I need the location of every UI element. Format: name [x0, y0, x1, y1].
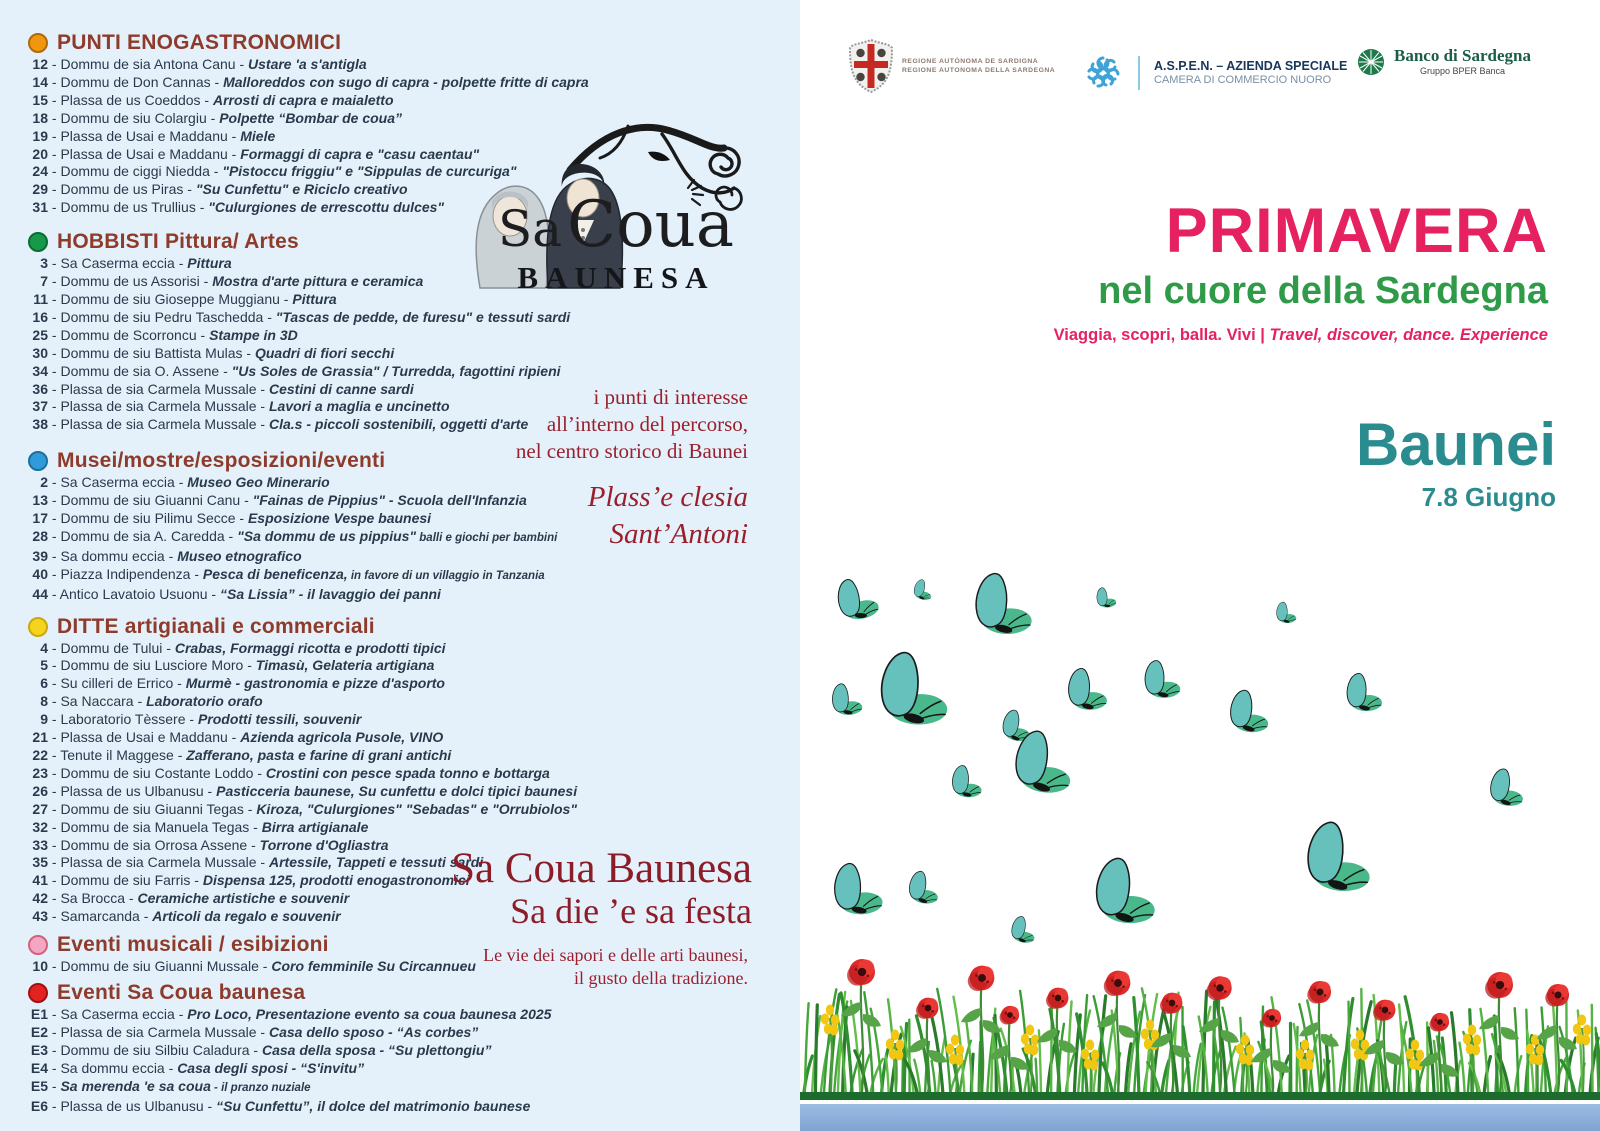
item-description: Dispensa 125, prodotti enogastronomici — [202, 872, 470, 889]
list-item: 25 - Dommu de Scorroncu - Stampe in 3D — [28, 327, 558, 345]
item-description: "Pistoccu friggiu" e "Sippulas de curcuriga" — [222, 163, 517, 180]
list-item: 4 - Dommu de Tului - Crabas, Formaggi ricotta e prodotti tipici — [28, 640, 558, 658]
item-number: E1 — [30, 1005, 48, 1022]
item-place: Sa Naccara — [60, 693, 134, 710]
item-place: Dommu de Scorroncu — [60, 326, 197, 343]
item-description: Coro femminile Su Circannueu — [271, 958, 476, 975]
section-eventi — [28, 980, 558, 1115]
item-number: 20 — [32, 145, 48, 162]
item-description: Cestini di canne sardi — [269, 380, 414, 397]
butterfly-icon — [880, 651, 947, 726]
banco-line2: Gruppo BPER Banca — [1419, 66, 1506, 76]
item-number: 8 — [40, 693, 48, 710]
item-number: 18 — [32, 109, 48, 126]
list-item: 32 - Dommu de sia Manuela Tegas - Birra artigianale — [28, 819, 558, 837]
item-description: Miele — [240, 127, 276, 144]
item-number: 27 — [32, 800, 48, 817]
item-place: Dommu de siu Farris — [60, 872, 191, 889]
grass-flowers-illustration — [800, 940, 1600, 1105]
item-description: Artessile, Tappeti e tessuti sardi — [269, 854, 484, 871]
butterfly-icon — [1095, 586, 1117, 610]
interest-note-line: all’interno del percorso, — [546, 412, 748, 436]
item-description: Timasù, Gelateria artigiana — [255, 657, 435, 674]
item-number: 32 — [32, 818, 48, 835]
item-number: 42 — [32, 890, 48, 907]
item-number: 39 — [32, 547, 48, 564]
item-description: Museo etnografico — [177, 547, 302, 564]
item-description: Pittura — [187, 255, 232, 272]
butterfly-icon — [1276, 601, 1297, 624]
item-place: Plassa de Usai e Maddanu — [60, 145, 228, 162]
aspen-line1: A.S.P.E.N. – AZIENDA SPECIALE — [1154, 59, 1348, 73]
list-item: 22 - Tenute il Maggese - Zafferano, pasta e farine di grani antichi — [28, 747, 558, 765]
sa-coua-baunesa-logo — [452, 92, 752, 307]
grass-blade — [1349, 1002, 1350, 1098]
item-place: Plassa de us Ulbanusu — [60, 1097, 204, 1114]
list-item: 13 - Dommu de siu Giuanni Canu - "Fainas de Pippius" - Scuola dell'Infanzia — [28, 492, 558, 510]
item-description: Torrone d'Ogliastra — [259, 836, 389, 853]
section-title: HOBBISTI Pittura/ Artes — [57, 230, 299, 254]
item-description: Ceramiche artistiche e souvenir — [137, 890, 350, 907]
list-item: 7 - Dommu de us Assorisi - Mostra d'arte pittura e ceramica — [28, 273, 558, 291]
event-subtitle-line: Le vie dei sapori e delle arti baunesi, — [483, 945, 748, 965]
list-item: 39 - Sa dommu eccia - Museo etnografico — [28, 548, 558, 566]
grass-blade — [815, 1005, 817, 1098]
section-title: DITTE artigianali e commerciali — [57, 614, 375, 638]
item-place: Dommu de ciggi Niedda — [60, 163, 210, 180]
bullet-eventi-icon — [28, 983, 48, 1003]
grass-blade — [1452, 1013, 1459, 1098]
list-item: 18 - Dommu de siu Colargiu - Polpette “Bombar de coua” — [28, 110, 558, 128]
list-item: 35 - Plassa de sia Carmela Mussale - Artessile, Tappeti e tessuti sardi — [28, 854, 558, 872]
item-number: 5 — [40, 657, 48, 674]
item-place: Dommu de siu Silbiu Caladura — [60, 1041, 250, 1058]
list-item: 43 - Samarcanda - Articoli da regalo e souvenir — [28, 908, 558, 926]
list-item: 24 - Dommu de ciggi Niedda - "Pistoccu friggiu" e "Sippulas de curcuriga" — [28, 163, 558, 181]
item-place: Sa Caserma eccia — [60, 474, 175, 491]
list-item: E5 - Sa merenda 'e sa coua - il pranzo nuziale — [28, 1078, 558, 1098]
item-description: Malloreddos con sugo di capra - polpette fritte di capra — [223, 73, 589, 90]
item-number: 13 — [32, 492, 48, 509]
grass-baseline — [800, 1092, 1600, 1100]
butterfly-icon — [952, 765, 982, 799]
item-description: Formaggi di capra e "casu caentau" — [240, 145, 480, 162]
tagline-separator: | — [1260, 326, 1265, 344]
list-item: E3 - Dommu de siu Silbiu Caladura - Casa della sposa - “Su plettongiu” — [28, 1042, 558, 1060]
item-number: 22 — [32, 747, 48, 763]
item-number: 14 — [32, 73, 48, 90]
item-number: 19 — [32, 127, 48, 144]
butterfly-icon — [1490, 768, 1525, 807]
item-place: Plassa de us Coeddos — [60, 91, 201, 108]
item-place: Dommu de sia A. Caredda — [60, 527, 225, 544]
item-description: Museo Geo Minerario — [187, 474, 330, 491]
item-number: 35 — [32, 854, 48, 871]
item-place: Plassa de sia Carmela Mussale — [60, 854, 257, 871]
event-subtitle-line: il gusto della tradizione. — [574, 968, 748, 988]
item-number: 9 — [40, 711, 48, 728]
item-description: Birra artigianale — [261, 818, 369, 835]
list-item: 34 - Dommu de sia O. Assene - "Us Soles de Grassia" / Turredda, fagottini ripieni — [28, 363, 558, 381]
section-title: Musei/mostre/esposizioni/eventi — [57, 449, 386, 473]
item-number: E5 — [30, 1077, 48, 1094]
butterfly-icon — [1346, 672, 1383, 713]
item-place: Dommu de siu Gioseppe Muggianu — [60, 290, 280, 307]
item-number: 16 — [32, 308, 48, 325]
item-number: 21 — [32, 729, 48, 746]
bullet-hobbisti-icon — [28, 232, 48, 252]
item-number: E2 — [30, 1023, 48, 1040]
list-item: 44 - Antico Lavatoio Usuonu - “Sa Lissia” - il lavaggio dei panni — [28, 586, 558, 604]
item-number: 17 — [32, 510, 48, 527]
list-item: 3 - Sa Caserma eccia - Pittura — [28, 255, 558, 273]
item-number: 10 — [32, 958, 48, 975]
item-place: Dommu de siu Pilimu Secce — [60, 510, 236, 527]
butterfly-icon — [832, 860, 884, 917]
list-item: 33 - Dommu de sia Orrosa Assene - Torrone d'Ogliastra — [28, 837, 558, 855]
item-place: Antico Lavatoio Usuonu — [59, 585, 208, 602]
item-description: "Su Cunfettu" e Riciclo creativo — [195, 181, 408, 198]
item-number: 2 — [40, 474, 48, 491]
list-item: 37 - Plassa de sia Carmela Mussale - Lavori a maglia e uncinetto — [28, 398, 558, 416]
item-number: 41 — [32, 872, 48, 889]
item-description: Arrosti di capra e maialetto — [213, 91, 394, 108]
item-place: Dommu de siu Pedru Taschedda — [60, 308, 264, 325]
butterfly-icon — [975, 572, 1033, 636]
item-number: 4 — [40, 639, 48, 656]
item-description: Zafferano, pasta e farine di grani antichi — [186, 747, 452, 763]
list-item: 41 - Dommu de siu Farris - Dispensa 125, prodotti enogastronomici — [28, 872, 558, 890]
list-item: 9 - Laboratorio Tèssere - Prodotti tessili, souvenir — [28, 711, 558, 729]
list-item: 30 - Dommu de siu Battista Mulas - Quadri di fiori secchi — [28, 345, 558, 363]
list-item: 21 - Plassa de Usai e Maddanu - Azienda agricola Pusole, VINO — [28, 729, 558, 747]
item-number: 33 — [32, 836, 48, 853]
event-title-line1: Sa Coua Baunesa — [451, 845, 752, 892]
section-title: PUNTI ENOGASTRONOMICI — [57, 31, 342, 54]
item-place: Dommu de us Piras — [60, 181, 184, 198]
item-number: 12 — [32, 56, 48, 72]
item-place: Dommu de us Assorisi — [60, 273, 200, 290]
item-place: Sa Brocca — [60, 890, 126, 907]
item-number: 25 — [32, 326, 48, 343]
item-number: 28 — [32, 527, 48, 544]
item-description: Pittura — [292, 290, 337, 307]
item-place: Dommu de Don Cannas — [60, 73, 211, 90]
grass-blade — [1214, 1002, 1215, 1098]
item-number: 36 — [32, 380, 48, 397]
item-place: Dommu de sia Antona Canu — [60, 56, 236, 72]
list-item: 14 - Dommu de Don Cannas - Malloreddos con sugo di capra - polpette fritte di capra — [28, 74, 558, 92]
item-place: Dommu de us Trullius — [60, 199, 196, 216]
item-description: Azienda agricola Pusole, VINO — [240, 729, 444, 746]
butterfly-icon — [1231, 690, 1269, 732]
regione-line1: REGIONE AUTÒNOMA DE SARDIGNA — [902, 58, 1039, 65]
item-place: Sa Caserma eccia — [60, 1005, 175, 1022]
item-place: Dommu de siu Battista Mulas — [60, 344, 243, 361]
item-description: Sa merenda 'e sa coua — [60, 1077, 211, 1094]
item-number: 37 — [32, 398, 48, 415]
item-place: Dommu de Tului — [60, 639, 163, 656]
butterfly-icon — [1143, 658, 1181, 700]
item-note: - il pranzo nuziale — [210, 1081, 311, 1094]
headline-subtitle: nel cuore della Sardegna — [1098, 270, 1548, 312]
list-item: E6 - Plassa de us Ulbanusu - “Su Cunfettu”, il dolce del matrimonio baunese — [28, 1098, 558, 1116]
item-description: Stampe in 3D — [209, 326, 298, 343]
item-description: Casa della sposa - “Su plettongiu” — [262, 1041, 492, 1058]
item-number: 3 — [40, 255, 48, 272]
item-place: Dommu de sia O. Assene — [60, 362, 220, 379]
aspen-line2: CAMERA DI COMMERCIO NUORO — [1154, 74, 1332, 86]
item-place: Dommu de siu Lusciore Moro — [60, 657, 244, 674]
interest-note — [400, 384, 748, 553]
list-item: 11 - Dommu de siu Gioseppe Muggianu - Pittura — [28, 291, 558, 309]
event-title — [370, 846, 752, 931]
interest-note-line: i punti di interesse — [593, 385, 748, 409]
banco-line1: Banco di Sardegna — [1394, 46, 1531, 65]
item-number: 29 — [32, 181, 48, 198]
item-place: Dommu de siu Giuanni Tegas — [60, 800, 244, 817]
list-item: 26 - Plassa de us Ulbanusu - Pasticceria baunese, Su cunfettu e dolci tipici baunesi — [28, 783, 558, 801]
bullet-musicali-icon — [28, 935, 48, 955]
item-description: “Sa Lissia” - il lavaggio dei panni — [220, 585, 441, 602]
item-description: "Tascas de pedde, de furesu" e tessuti sardi — [275, 308, 571, 325]
item-description: Lavori a maglia e uncinetto — [269, 398, 450, 415]
item-number: 23 — [32, 764, 48, 781]
tagline-italian: Viaggia, scopri, balla. Vivi — [1053, 326, 1256, 344]
item-number: 40 — [32, 565, 48, 582]
item-number: E6 — [30, 1097, 48, 1114]
list-item: 27 - Dommu de siu Giuanni Tegas - Kiroza, "Culurgiones" "Sebadas" e "Orrubiolos" — [28, 801, 558, 819]
item-note: in favore di un villaggio in Tanzania — [347, 569, 545, 582]
item-description: Casa degli sposi - “S'invitu” — [177, 1059, 365, 1076]
item-place: Plassa de sia Carmela Mussale — [60, 380, 257, 397]
section-heading — [28, 30, 558, 56]
list-item: 16 - Dommu de siu Pedru Taschedda - "Tascas de pedde, de furesu" e tessuti sardi — [28, 309, 558, 327]
list-item: 2 - Sa Caserma eccia - Museo Geo Minerario — [28, 474, 558, 492]
item-description: Casa dello sposo - “As corbes” — [269, 1023, 479, 1040]
item-description: Laboratorio orafo — [146, 693, 263, 710]
item-place: Piazza Indipendenza — [60, 565, 191, 582]
item-description: Quadri di fiori secchi — [254, 344, 395, 361]
list-item: 42 - Sa Brocca - Ceramiche artistiche e souvenir — [28, 890, 558, 908]
logo-sa-text: Sa — [497, 200, 563, 258]
item-number: 7 — [40, 273, 48, 290]
list-item: 6 - Su cilleri de Errico - Murmè - gastronomia e pizze d'asporto — [28, 675, 558, 693]
grass-blade — [886, 1056, 889, 1098]
item-number: 30 — [32, 344, 48, 361]
list-item: E1 - Sa Caserma eccia - Pro Loco, Presentazione evento sa coua baunesa 2025 — [28, 1006, 558, 1024]
item-description: Pesca di beneficenza, — [202, 565, 348, 582]
item-place: Dommu de sia Orrosa Assene — [60, 836, 248, 853]
item-number: 24 — [32, 163, 48, 180]
list-item: 31 - Dommu de us Trullius - "Culurgiones de errescottu dulces" — [28, 199, 558, 217]
event-date: 7.8 Giugno — [1421, 482, 1556, 512]
item-description: Ustare 'a s'antigla — [248, 56, 367, 72]
item-place: Plassa de us Ulbanusu — [60, 782, 204, 799]
item-description: Crabas, Formaggi ricotta e prodotti tipici — [174, 639, 446, 656]
section-heading — [28, 614, 558, 640]
item-description: Murmè - gastronomia e pizze d'asporto — [185, 675, 445, 692]
item-place: Plassa de Usai e Maddanu — [60, 127, 228, 144]
list-item: 28 - Dommu de sia A. Caredda - "Sa dommu de us pippius" balli e giochi per bambini — [28, 528, 558, 548]
bullet-musei-icon — [28, 451, 48, 471]
item-description: Prodotti tessili, souvenir — [197, 711, 362, 728]
item-description: “Su Cunfettu”, il dolce del matrimonio baunese — [216, 1097, 531, 1114]
interest-place — [400, 479, 748, 553]
list-item: 8 - Sa Naccara - Laboratorio orafo — [28, 693, 558, 711]
interest-place-line: Plass’e clesia — [587, 481, 748, 513]
item-description: Esposizione Vespe baunesi — [247, 510, 432, 527]
item-place: Plassa de sia Carmela Mussale — [60, 398, 257, 415]
item-description: Polpette “Bombar de coua” — [219, 109, 403, 126]
list-item: 36 - Plassa de sia Carmela Mussale - Cestini di canne sardi — [28, 381, 558, 399]
item-place: Laboratorio Tèssere — [60, 711, 186, 728]
item-number: 26 — [32, 782, 48, 799]
item-description: Pasticceria baunese, Su cunfettu e dolci tipici baunesi — [216, 782, 578, 799]
butterfly-icon — [909, 871, 939, 904]
list-item: 10 - Dommu de siu Giuanni Mussale - Coro femminile Su Circannueu — [28, 958, 558, 976]
item-number: 44 — [32, 585, 48, 602]
item-description: "Fainas de Pippius" - Scuola dell'Infanzia — [252, 492, 527, 509]
grass-blade — [1183, 1027, 1190, 1098]
item-number: 31 — [32, 199, 48, 216]
bottom-blue-band — [800, 1104, 1600, 1131]
item-place: Sa dommu eccia — [60, 1059, 165, 1076]
section-title: Eventi Sa Coua baunesa — [57, 980, 306, 1004]
list-item: 5 - Dommu de siu Lusciore Moro - Timasù, Gelateria artigiana — [28, 657, 558, 675]
item-place: Sa dommu eccia — [60, 547, 165, 564]
item-place: Samarcanda — [60, 908, 140, 925]
list-item: 20 - Plassa de Usai e Maddanu - Formaggi di capra e "casu caentau" — [28, 146, 558, 164]
regione-line2: REGIONE AUTONOMA DELLA SARDEGNA — [902, 67, 1056, 74]
list-item: 12 - Dommu de sia Antona Canu - Ustare 'a s'antigla — [28, 56, 558, 74]
butterfly-icon — [1308, 822, 1369, 891]
item-place: Sa Caserma eccia — [60, 255, 175, 272]
item-description: "Culurgiones de errescottu dulces" — [208, 199, 445, 216]
list-item: E4 - Sa dommu eccia - Casa degli sposi - “S'invitu” — [28, 1060, 558, 1078]
item-place: Tenute il Maggese — [60, 747, 174, 763]
poppy-flower — [1479, 972, 1519, 1092]
list-item: 29 - Dommu de us Piras - "Su Cunfettu" e Riciclo creativo — [28, 181, 558, 199]
grass-blade — [1460, 1043, 1465, 1098]
list-item: 17 - Dommu de siu Pilimu Secce - Esposizione Vespe baunesi — [28, 510, 558, 528]
logo-coua-text: Coua — [567, 188, 735, 262]
item-place: Dommu de siu Costante Loddo — [60, 764, 254, 781]
item-description: Crostini con pesce spada tonno e bottarga — [265, 764, 550, 781]
item-place: Plassa de Usai e Maddanu — [60, 729, 228, 746]
item-number: E4 — [30, 1059, 48, 1076]
item-place: Dommu de siu Colargiu — [60, 109, 207, 126]
list-item: 19 - Plassa de Usai e Maddanu - Miele — [28, 128, 558, 146]
butterfly-icon — [1067, 667, 1107, 712]
butterfly-icon — [913, 579, 933, 601]
item-number: 6 — [40, 675, 48, 692]
item-place: Plassa de sia Carmela Mussale — [60, 1023, 257, 1040]
list-item: 40 - Piazza Indipendenza - Pesca di beneficenza, in favore di un villaggio in Tanzania — [28, 566, 558, 586]
item-description: Mostra d'arte pittura e ceramica — [212, 273, 424, 290]
item-note: balli e giochi per bambini — [416, 531, 558, 544]
logo-wordmark — [482, 188, 750, 262]
section-title: Eventi musicali / esibizioni — [57, 933, 329, 957]
list-item: 38 - Plassa de sia Carmela Mussale - Cla.s - piccoli sostenibili, oggetti d'arte — [28, 416, 558, 434]
list-item: E2 - Plassa de sia Carmela Mussale - Casa dello sposo - “As corbes” — [28, 1024, 558, 1042]
butterfly-icon — [834, 573, 881, 624]
item-description: Kiroza, "Culurgiones" "Sebadas" e "Orrubiolos" — [256, 800, 577, 817]
item-number: 11 — [33, 290, 48, 307]
bullet-punti-icon — [28, 33, 48, 53]
item-place: Dommu de sia Manuela Tegas — [60, 818, 250, 835]
item-place: Dommu de siu Giuanni Mussale — [60, 958, 259, 975]
item-place: Dommu de siu Giuanni Canu — [60, 492, 241, 509]
list-item: 23 - Dommu de siu Costante Loddo - Crostini con pesce spada tonno e bottarga — [28, 765, 558, 783]
headline-primavera: PRIMAVERA — [1165, 196, 1548, 266]
item-number: 43 — [32, 908, 48, 925]
event-title-line2: Sa die ’e sa festa — [510, 891, 752, 932]
interest-note-line: nel centro storico di Baunei — [515, 439, 748, 463]
item-description: "Us Soles de Grassia" / Turredda, fagottini ripieni — [231, 362, 561, 379]
place-name: Baunei — [1355, 411, 1556, 478]
right-page — [800, 0, 1600, 1131]
butterfly-icon — [830, 681, 863, 717]
item-number: E3 — [30, 1041, 48, 1058]
item-place: Su cilleri de Errico — [60, 675, 174, 692]
interest-place-line: Sant’Antoni — [609, 518, 748, 550]
item-place: Plassa de sia Carmela Mussale — [60, 416, 257, 433]
butterfly-icon — [1097, 858, 1155, 923]
item-number: 15 — [32, 91, 48, 108]
logo-baunesa-text: BAUNESA — [517, 260, 715, 295]
butterfly-icon — [1015, 731, 1072, 795]
item-description: "Sa dommu de us pippius" — [237, 527, 417, 544]
event-subtitle — [370, 944, 748, 990]
item-number: 38 — [32, 416, 48, 433]
item-number: 34 — [32, 362, 48, 379]
grass-blade — [1592, 1005, 1593, 1098]
tagline-english: Travel, discover, dance. Experience — [1269, 326, 1548, 344]
bullet-ditte-icon — [28, 617, 48, 637]
item-description: Cla.s - piccoli sostenibili, oggetti d'arte — [269, 416, 529, 433]
list-item: 15 - Plassa de us Coeddos - Arrosti di capra e maialetto — [28, 92, 558, 110]
item-description: Pro Loco, Presentazione evento sa coua baunesa 2025 — [187, 1005, 552, 1022]
item-description: Articoli da regalo e souvenir — [152, 908, 341, 925]
